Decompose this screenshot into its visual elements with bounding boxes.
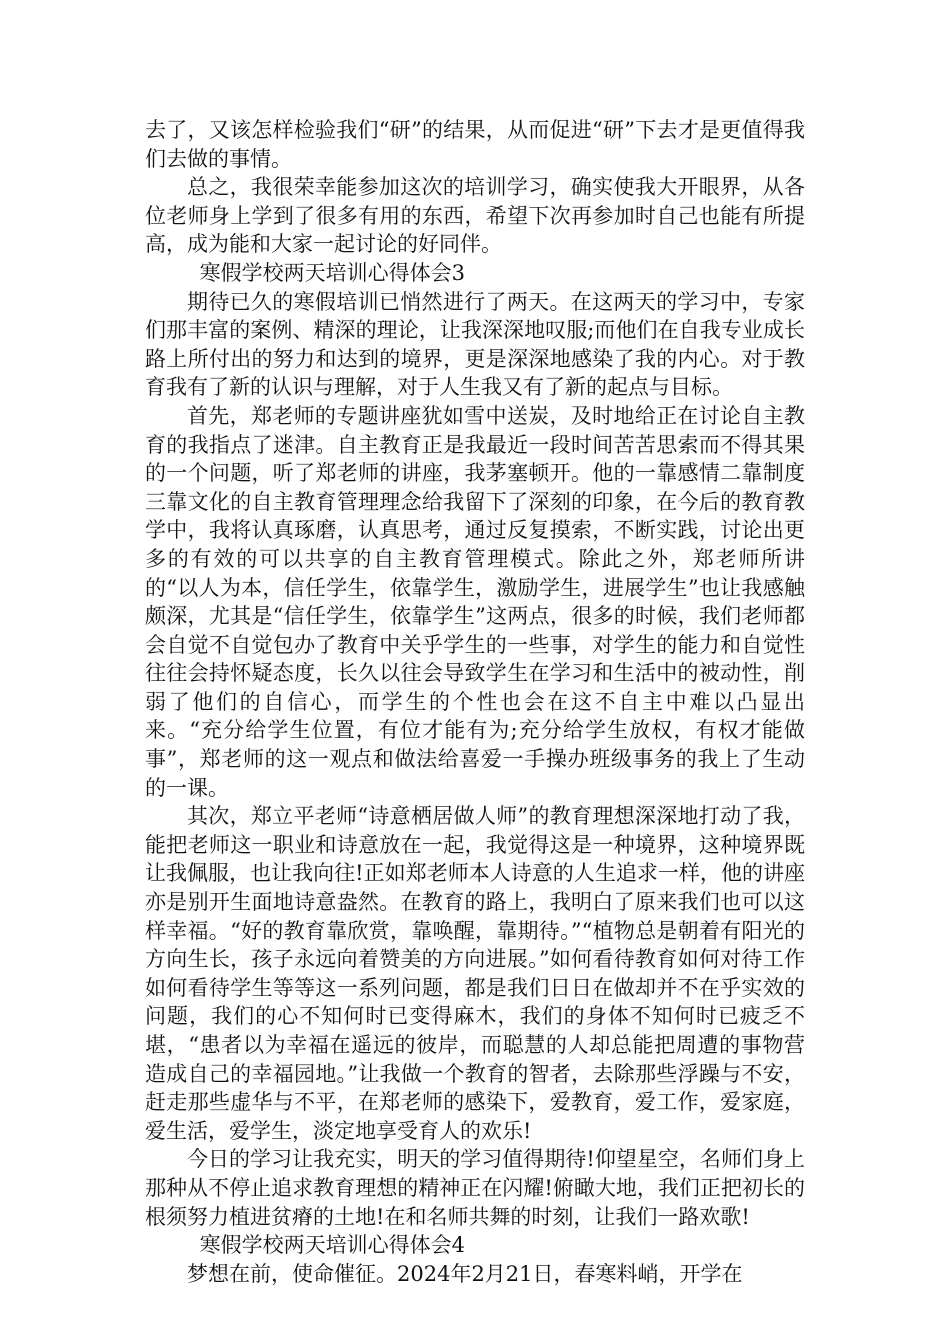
paragraph-continued: 去了，又该怎样检验我们“研”的结果，从而促进“研”下去才是更值得我们去做的事情。 xyxy=(145,118,805,171)
paragraph-intro-3: 期待已久的寒假培训已悄然进行了两天。在这两天的学习中，专家们那丰富的案例、精深的理论，让我深深地叹服;而他们在自我专业成长路上所付出的努力和达到的境界，更是深深地感染了我的内心。对于教育我有了新的认识与理解，对于人生我又有了新的起点与目标。 xyxy=(145,289,805,400)
paragraph-closing-3: 今日的学习让我充实，明天的学习值得期待!仰望星空，名师们身上那种从不停止追求教育理想的精神正在闪耀!俯瞰大地，我们正把初长的根须努力植进贫瘠的土地!在和名师共舞的时刻，让我们一路欢歌! xyxy=(145,1147,805,1229)
paragraph-second: 其次，郑立平老师“诗意栖居做人师”的教育理想深深地打动了我，能把老师这一职业和诗意放在一起，我觉得这是一种境界，这种境界既让我佩服，也让我向往!正如郑老师本人诗意的人生追求一样，他的讲座亦是别开生面地诗意盎然。在教育的路上，我明白了原来我们也可以这样幸福。“好的教育靠欣赏，靠唤醒，靠期待。”“植物总是朝着有阳光的方向生长，孩子永远向着赞美的方向进展。”如何看待教育如何对待工作如何看待学生等等这一系列问题，都是我们日日在做却并不在乎实效的问题，我们的心不知何时已变得麻木，我们的身体不知何时已疲乏不堪，“患者以为幸福在遥远的彼岸，而聪慧的人却总能把周遭的事物营造成自己的幸福园地。”让我做一个教育的智者，去除那些浮躁与不安，赶走那些虚华与不平，在郑老师的感染下，爱教育，爱工作，爱家庭，爱生活，爱学生，淡定地享受育人的欢乐! xyxy=(145,804,805,1143)
paragraph-first: 首先，郑老师的专题讲座犹如雪中送炭，及时地给正在讨论自主教育的我指点了迷津。自主教育正是我最近一段时间苦苦思索而不得其果的一个问题，听了郑老师的讲座，我茅塞顿开。他的一靠感情二靠制度三靠文化的自主教育管理理念给我留下了深刻的印象，在今后的教育教学中，我将认真琢磨，认真思考，通过反复摸索，不断实践，讨论出更多的有效的可以共享的自主教育管理模式。除此之外，郑老师所讲的“以人为本，信任学生，依靠学生，激励学生，进展学生”也让我感触颇深，尤其是“信任学生，依靠学生”这两点，很多的时候，我们老师都会自觉不自觉包办了教育中关乎学生的一些事，对学生的能力和自觉性往往会持怀疑态度，长久以往会导致学生在学习和生活中的被动性，削弱了他们的自信心，而学生的个性也会在这不自主中难以凸显出来。“充分给学生位置，有位才能有为;充分给学生放权，有权才能做事”，郑老师的这一观点和做法给喜爱一手操办班级事务的我上了生动的一课。 xyxy=(145,403,805,800)
paragraph-conclusion: 总之，我很荣幸能参加这次的培训学习，确实使我大开眼界，从各位老师身上学到了很多有用的东西，希望下次再参加时自己也能有所提高，成为能和大家一起讨论的好同伴。 xyxy=(145,175,805,257)
section-heading-3: 寒假学校两天培训心得体会3 xyxy=(199,260,465,285)
paragraph-intro-4: 梦想在前，使命催征。2024年2月21日，春寒料峭，开学在 xyxy=(187,1261,743,1286)
section-heading-4: 寒假学校两天培训心得体会4 xyxy=(199,1233,465,1258)
document-page xyxy=(145,116,805,1288)
